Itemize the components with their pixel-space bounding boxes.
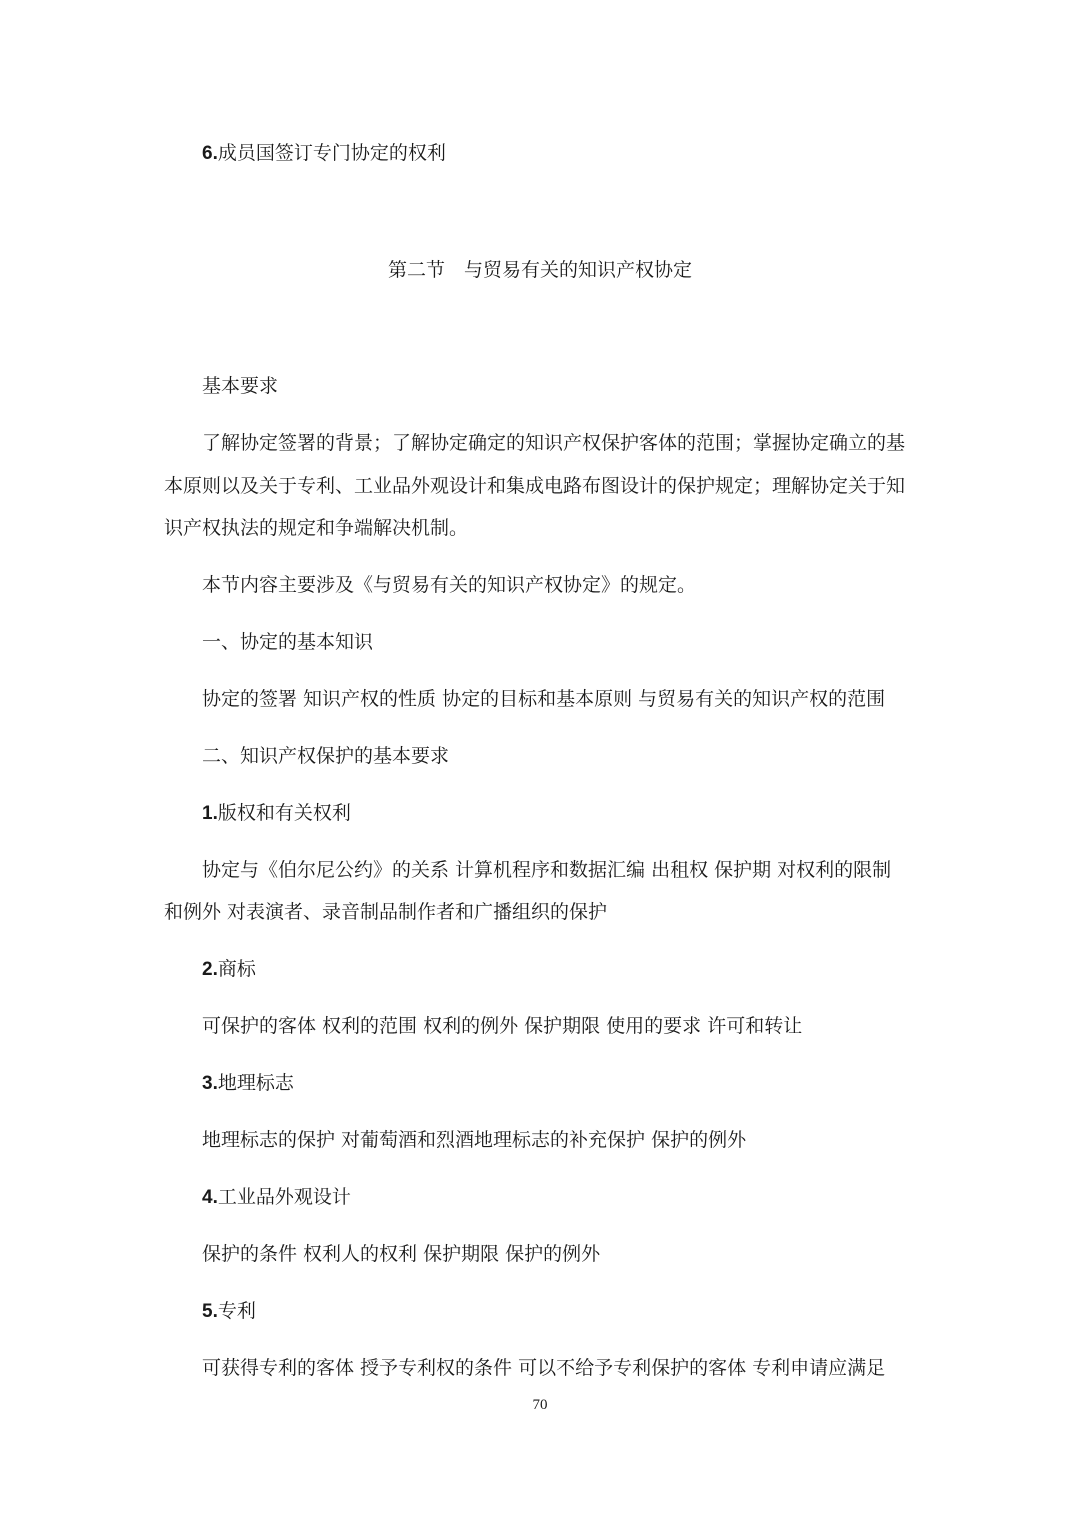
item-title: 工业品外观设计: [217, 1186, 351, 1208]
item-body-line: 可获得专利的客体 授予专利权的条件 可以不给予专利保护的客体 专利申请应满足: [202, 1357, 886, 1379]
item-title: 成员国签订专门协定的权利: [217, 142, 446, 164]
basic-requirements-heading: 基本要求: [202, 375, 279, 397]
paragraph-line: 了解协定签署的背景；了解协定确定的知识产权保护客体的范围；掌握协定确立的基: [202, 432, 906, 454]
list-item-6: [202, 141, 446, 166]
list-item-2: [202, 957, 256, 982]
list-item-3: [202, 1071, 294, 1096]
page-number: 70: [532, 1397, 548, 1413]
item-number: 5.: [202, 1301, 218, 1322]
item-body-line: 和例外 对表演者、录音制品制作者和广播组织的保护: [164, 901, 608, 923]
item-number: 1.: [202, 803, 218, 824]
intro-paragraph: 本节内容主要涉及《与贸易有关的知识产权协定》的规定。: [202, 574, 697, 596]
item-body-line: 可保护的客体 权利的范围 权利的例外 保护期限 使用的要求 许可和转让: [202, 1015, 803, 1037]
item-number: 3.: [202, 1073, 218, 1094]
item-number: 2.: [202, 959, 218, 980]
list-item-5: [202, 1299, 256, 1324]
paragraph-line: 本原则以及关于专利、工业品外观设计和集成电路布图设计的保护规定；理解协定关于知: [164, 475, 906, 497]
part1-heading: 一、协定的基本知识: [202, 631, 374, 653]
item-title: 地理标志: [217, 1072, 294, 1094]
item-title: 专利: [217, 1300, 256, 1322]
list-item-1: [202, 801, 351, 826]
item-title: 版权和有关权利: [217, 802, 351, 824]
paragraph-line: 识产权执法的规定和争端解决机制。: [164, 517, 469, 539]
item-body-line: 地理标志的保护 对葡萄酒和烈酒地理标志的补充保护 保护的例外: [202, 1129, 747, 1151]
item-number: 6.: [202, 143, 218, 164]
list-item-4: [202, 1185, 351, 1210]
item-body-line: 保护的条件 权利人的权利 保护期限 保护的例外: [202, 1243, 601, 1265]
section-title: 第二节 与贸易有关的知识产权协定: [387, 259, 692, 281]
item-body-line: 协定与《伯尔尼公约》的关系 计算机程序和数据汇编 出租权 保护期 对权利的限制: [202, 859, 892, 881]
part1-body: 协定的签署 知识产权的性质 协定的目标和基本原则 与贸易有关的知识产权的范围: [202, 688, 886, 710]
item-title: 商标: [217, 958, 256, 980]
item-number: 4.: [202, 1187, 218, 1208]
part2-heading: 二、知识产权保护的基本要求: [202, 745, 450, 767]
